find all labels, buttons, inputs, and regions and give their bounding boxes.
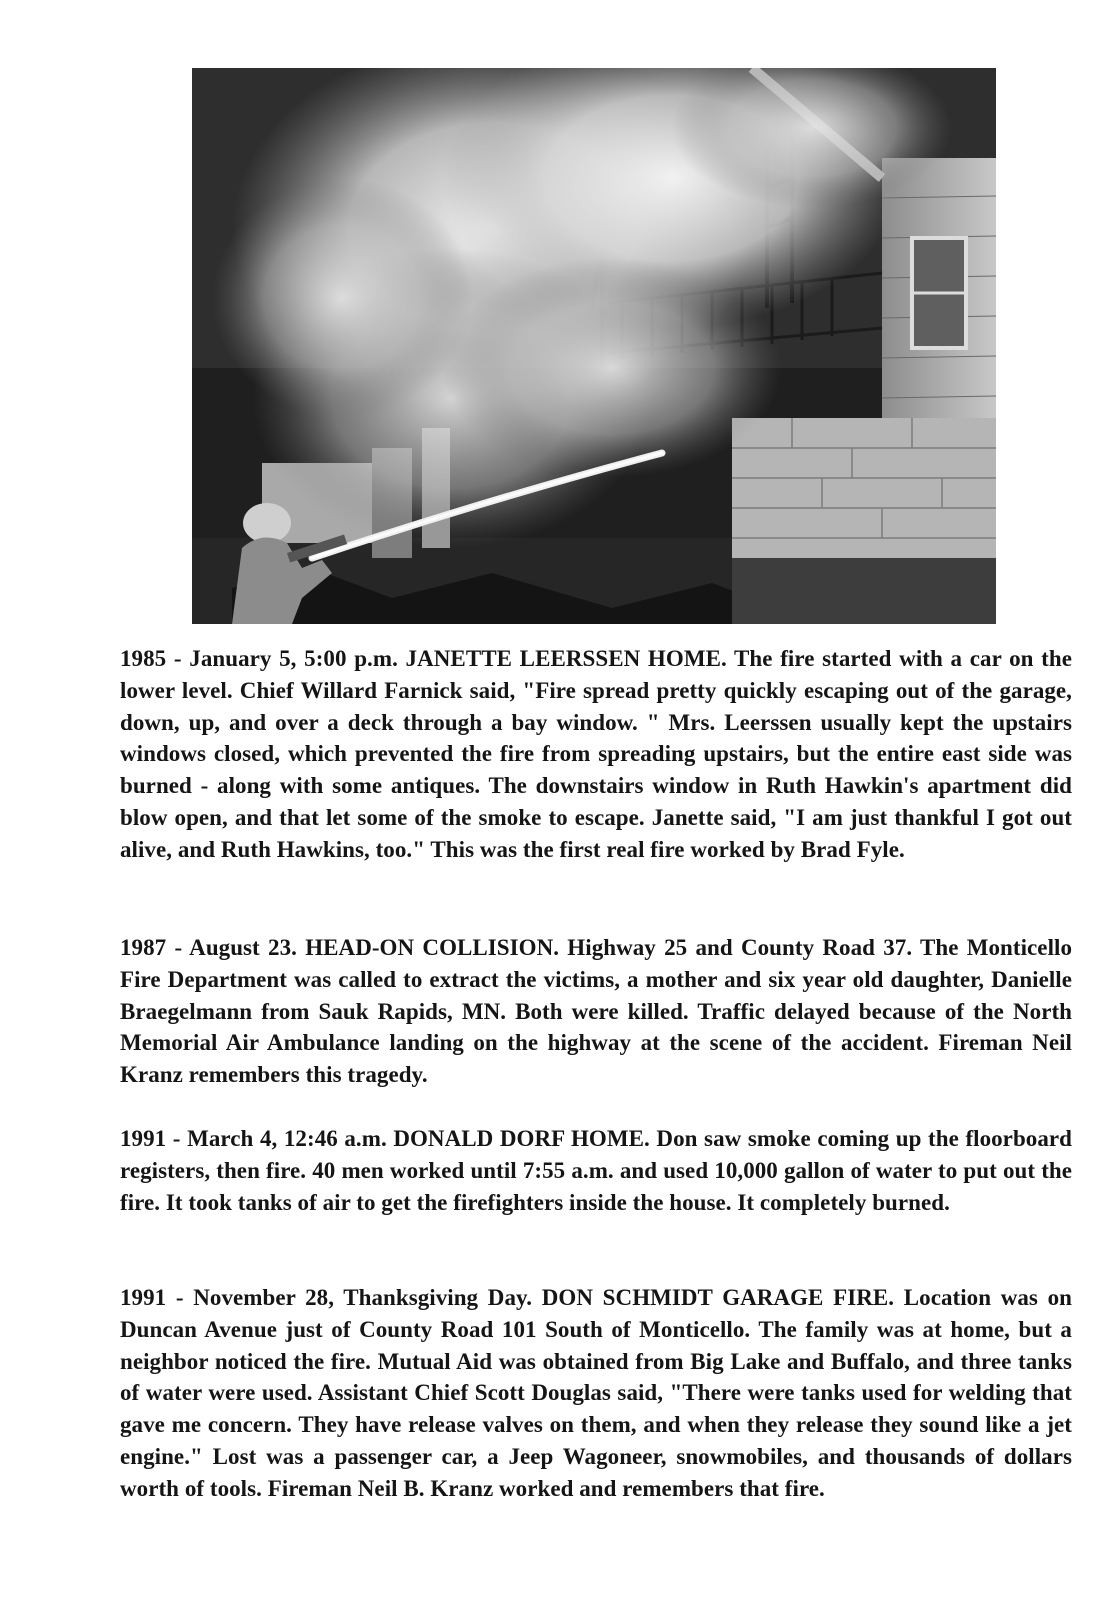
entry-1991-dorf-home: 1991 - March 4, 12:46 a.m. DONALD DORF HOME. Don saw smoke coming up the floorboard registers, then fire. 40 men worked until 7:55 a.m. and used 10,000 gallon of water to put out the fire. It took tanks of air to get the firefighters inside the house. It completely burned. (120, 1126, 1072, 1215)
fire-scene-image (192, 68, 996, 624)
entry-1987-head-on-collision: 1987 - August 23. HEAD-ON COLLISION. Highway 25 and County Road 37. The Monticello Fire Department was called to extract the victims, a mother and six year old daughter, Danielle Braegelmann from Sauk Rapids, MN. Both were killed. Traffic delayed because of the North Memorial Air Ambulance landing on the highway at the scene of the accident. Fireman Neil Kranz remembers this tragedy. (120, 935, 1072, 1088)
entry-1985-leerssen-home: 1985 - January 5, 5:00 p.m. JANETTE LEERSSEN HOME. The fire started with a car on the lower level. Chief Willard Farnick said, "Fire spread pretty quickly escaping out of the garage, down, up, and over a deck through a bay window. " Mrs. Leerssen usually kept the upstairs windows closed, which prevented the fire from spreading upstairs, but the entire east side was burned - along with some antiques. The downstairs window in Ruth Hawkin's apartment did blow open, and that let some of the smoke to escape. Janette said, "I am just thankful I got out alive, and Ruth Hawkins, too." This was the first real fire worked by Brad Fyle. (120, 646, 1072, 862)
fire-photograph (192, 68, 996, 624)
entry-1991-schmidt-garage-fire: 1991 - November 28, Thanksgiving Day. DON SCHMIDT GARAGE FIRE. Location was on Duncan Avenue just of County Road 101 South of Monticello. The family was at home, but a neighbor noticed the fire. Mutual Aid was obtained from Big Lake and Buffalo, and three tanks of water were used. Assistant Chief Scott Douglas said, "There were tanks used for welding that gave me concern. They have release valves on them, and when they release they sound like a jet engine." Lost was a passenger car, a Jeep Wagoneer, snowmobiles, and thousands of dollars worth of tools. Fireman Neil B. Kranz worked and remembers that fire. (120, 1285, 1072, 1501)
